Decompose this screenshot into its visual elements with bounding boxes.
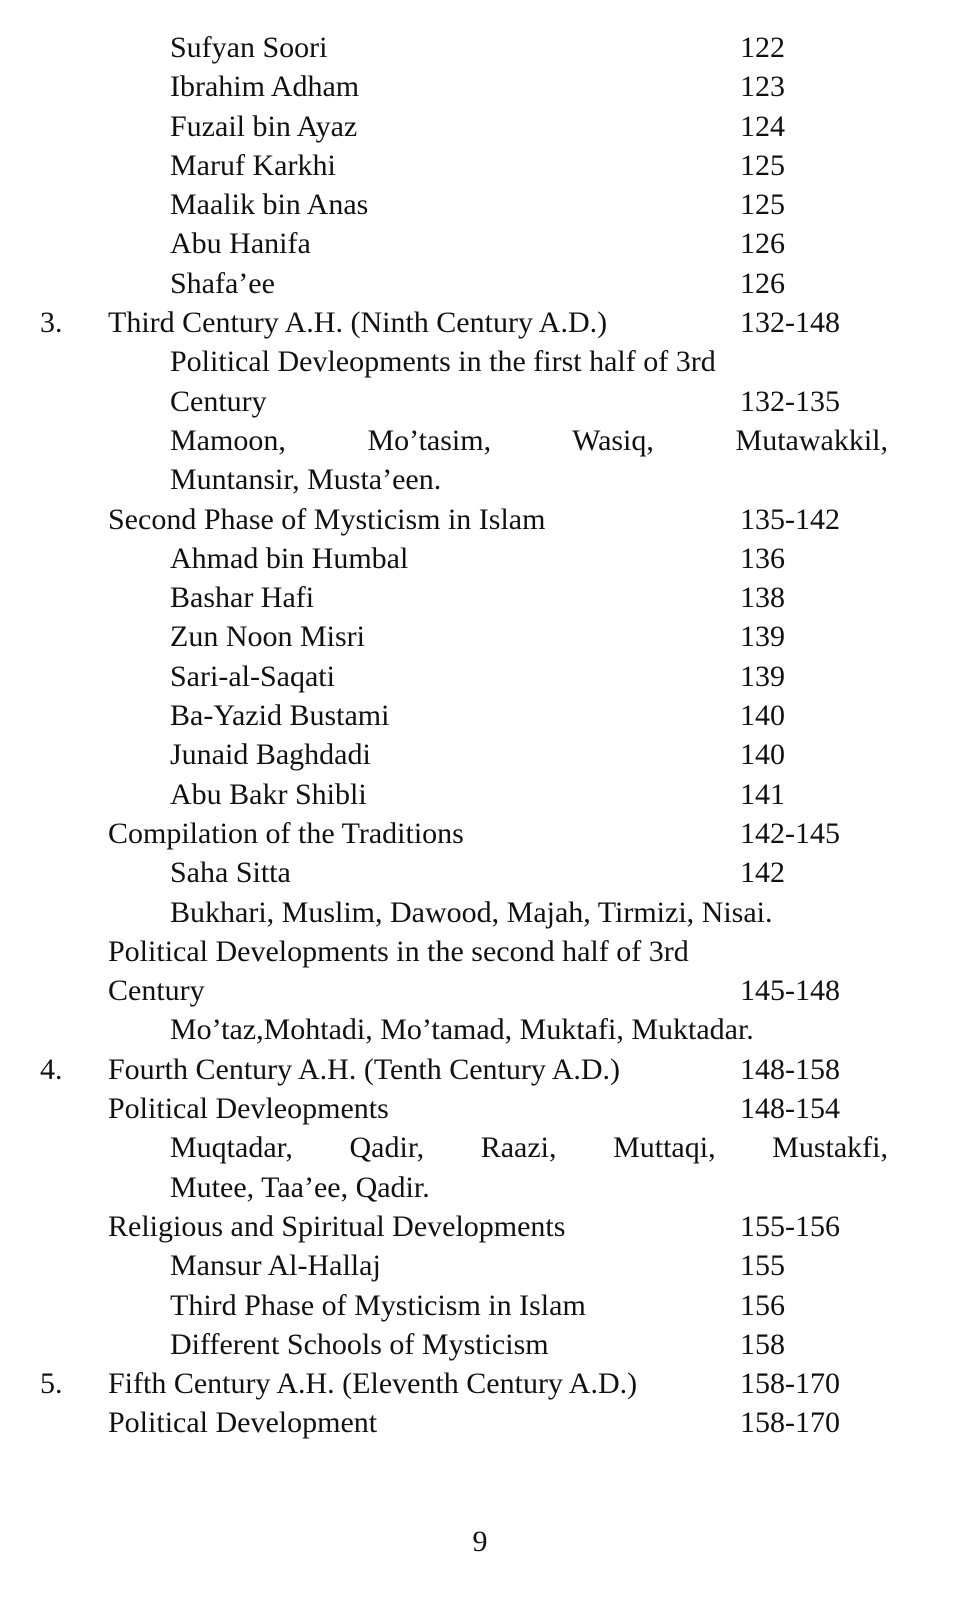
page-reference: 148-158 — [740, 1052, 840, 1086]
toc-subentry: Third Phase of Mysticism in Islam — [170, 1288, 586, 1322]
toc-entry — [0, 28, 960, 67]
page-reference: 158 — [740, 1327, 785, 1361]
toc-heading: Century — [108, 974, 205, 1008]
toc-entry — [0, 460, 960, 499]
toc-entry — [0, 1286, 960, 1325]
toc-subentry: Ba-Yazid Bustami — [170, 699, 390, 733]
page-reference: 124 — [740, 109, 785, 143]
toc-entry — [0, 500, 960, 539]
toc-subentry: Mutee, Taa’ee, Qadir. — [170, 1170, 430, 1204]
page-reference: 126 — [740, 266, 785, 300]
page-reference: 140 — [740, 738, 785, 772]
section-number: 5. — [40, 1367, 63, 1401]
page-reference: 139 — [740, 620, 785, 654]
toc-entry — [0, 1403, 960, 1442]
toc-subentry: Ahmad bin Humbal — [170, 541, 409, 575]
toc-entry — [0, 539, 960, 578]
toc-subentry: Bukhari, Muslim, Dawood, Majah, Tirmizi, Nisai. — [170, 895, 773, 929]
toc-entry — [0, 264, 960, 303]
toc-entry — [0, 696, 960, 735]
toc-entry — [0, 303, 960, 342]
toc-subentry: Fuzail bin Ayaz — [170, 109, 358, 143]
page-reference: 122 — [740, 31, 785, 64]
toc-heading: Political Development — [108, 1406, 378, 1440]
table-of-contents — [0, 28, 960, 1443]
toc-entry — [0, 1325, 960, 1364]
toc-entry — [0, 1364, 960, 1403]
toc-entry — [0, 893, 960, 932]
toc-subentry: Muqtadar, Qadir, Raazi, Muttaqi, Mustakfi, — [170, 1131, 888, 1165]
toc-subentry: Political Devleopments in the first half of 3rd — [170, 345, 716, 379]
toc-entry — [0, 971, 960, 1010]
toc-entry — [0, 146, 960, 185]
toc-entry — [0, 1246, 960, 1285]
page-reference: 155 — [740, 1249, 785, 1283]
page-reference: 139 — [740, 659, 785, 693]
toc-heading: Political Devleopments — [108, 1092, 389, 1126]
toc-subentry: Muntansir, Musta’een. — [170, 463, 442, 497]
page-reference: 132-135 — [740, 384, 840, 418]
page-reference: 138 — [740, 581, 785, 615]
toc-entry — [0, 1050, 960, 1089]
toc-heading: Religious and Spiritual Developments — [108, 1209, 566, 1243]
page-reference: 158-170 — [740, 1406, 840, 1440]
toc-entry — [0, 224, 960, 263]
toc-heading: Political Developments in the second half of 3rd — [108, 934, 689, 968]
page-reference: 136 — [740, 541, 785, 575]
page-reference: 142 — [740, 856, 785, 890]
page-reference: 125 — [740, 148, 785, 182]
toc-entry — [0, 657, 960, 696]
toc-subentry: Sufyan Soori — [170, 31, 328, 64]
toc-subentry: Abu Bakr Shibli — [170, 777, 367, 811]
page-reference: 140 — [740, 699, 785, 733]
toc-subentry: Mansur Al-Hallaj — [170, 1249, 381, 1283]
page-reference: 148-154 — [740, 1092, 840, 1126]
toc-entry — [0, 67, 960, 106]
toc-subentry: Junaid Baghdadi — [170, 738, 371, 772]
toc-subentry: Abu Hanifa — [170, 227, 311, 261]
toc-subentry: Sari-al-Saqati — [170, 659, 335, 693]
toc-entry — [0, 1168, 960, 1207]
toc-subentry: Saha Sitta — [170, 856, 291, 890]
toc-subentry: Bashar Hafi — [170, 581, 315, 615]
toc-entry — [0, 1010, 960, 1049]
toc-subentry: Zun Noon Misri — [170, 620, 365, 654]
section-number: 3. — [40, 306, 63, 340]
page-reference: 158-170 — [740, 1367, 840, 1401]
toc-entry — [0, 617, 960, 656]
page-reference: 135-142 — [740, 502, 840, 536]
toc-heading: Fifth Century A.H. (Eleventh Century A.D.) — [108, 1367, 638, 1401]
page-reference: 123 — [740, 70, 785, 104]
page-reference: 126 — [740, 227, 785, 261]
toc-entry — [0, 1089, 960, 1128]
page-reference: 125 — [740, 188, 785, 222]
toc-subentry: Mamoon, Mo’tasim, Wasiq, Mutawakkil, — [170, 423, 888, 457]
toc-subentry: Shafa’ee — [170, 266, 275, 300]
toc-entry — [0, 932, 960, 971]
toc-entry — [0, 1207, 960, 1246]
toc-entry — [0, 1128, 960, 1167]
toc-entry — [0, 853, 960, 892]
toc-entry — [0, 342, 960, 381]
toc-entry — [0, 814, 960, 853]
toc-heading: Compilation of the Traditions — [108, 816, 464, 850]
toc-subentry: Ibrahim Adham — [170, 70, 360, 104]
page-reference: 132-148 — [740, 306, 840, 340]
toc-heading: Fourth Century A.H. (Tenth Century A.D.) — [108, 1052, 621, 1086]
toc-heading: Second Phase of Mysticism in Islam — [108, 502, 546, 536]
toc-entry — [0, 735, 960, 774]
page-reference: 145-148 — [740, 974, 840, 1008]
toc-entry — [0, 578, 960, 617]
page-number: 9 — [472, 1525, 488, 1558]
page-reference: 155-156 — [740, 1209, 840, 1243]
toc-entry — [0, 107, 960, 146]
toc-subentry: Century — [170, 384, 267, 418]
toc-subentry: Mo’taz,Mohtadi, Mo’tamad, Muktafi, Muktadar. — [170, 1013, 754, 1047]
toc-entry — [0, 185, 960, 224]
page-reference: 141 — [740, 777, 785, 811]
section-number: 4. — [40, 1052, 63, 1086]
toc-entry — [0, 775, 960, 814]
toc-entry — [0, 421, 960, 460]
toc-subentry: Different Schools of Mysticism — [170, 1327, 549, 1361]
toc-subentry: Maalik bin Anas — [170, 188, 369, 222]
page-reference: 156 — [740, 1288, 785, 1322]
page-reference: 142-145 — [740, 816, 840, 850]
toc-heading: Third Century A.H. (Ninth Century A.D.) — [108, 306, 608, 340]
toc-entry — [0, 382, 960, 421]
toc-subentry: Maruf Karkhi — [170, 148, 336, 182]
